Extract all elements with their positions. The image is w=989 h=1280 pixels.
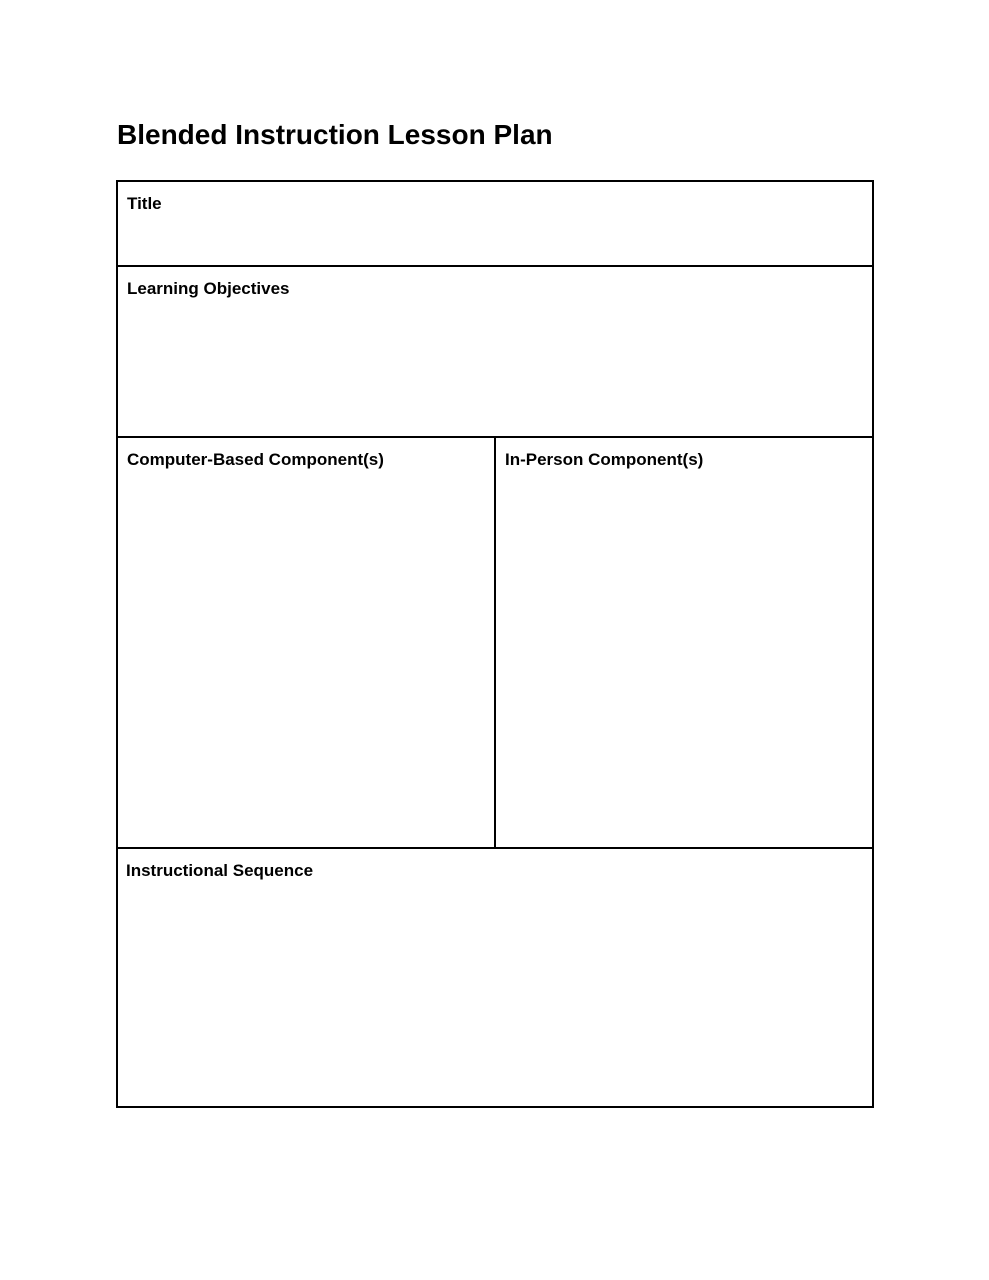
page-title: Blended Instruction Lesson Plan: [117, 119, 553, 150]
title-field[interactable]: [117, 181, 873, 266]
instructional-sequence-row: [117, 848, 873, 1107]
computer-based-components-field[interactable]: [117, 437, 495, 848]
instructional-sequence-label: Instructional Sequence: [126, 861, 314, 880]
instructional-sequence-field[interactable]: [117, 848, 873, 1107]
in-person-components-label: In-Person Component(s): [505, 450, 704, 469]
components-row: [117, 437, 873, 848]
in-person-components-field[interactable]: [495, 437, 873, 848]
title-row: [117, 181, 873, 266]
title-label: Title: [127, 194, 162, 213]
lesson-plan-form: [116, 180, 874, 1108]
computer-based-components-label: Computer-Based Component(s): [127, 450, 384, 469]
learning-objectives-label: Learning Objectives: [127, 279, 290, 298]
learning-objectives-field[interactable]: [117, 266, 873, 437]
learning-objectives-row: [117, 266, 873, 437]
